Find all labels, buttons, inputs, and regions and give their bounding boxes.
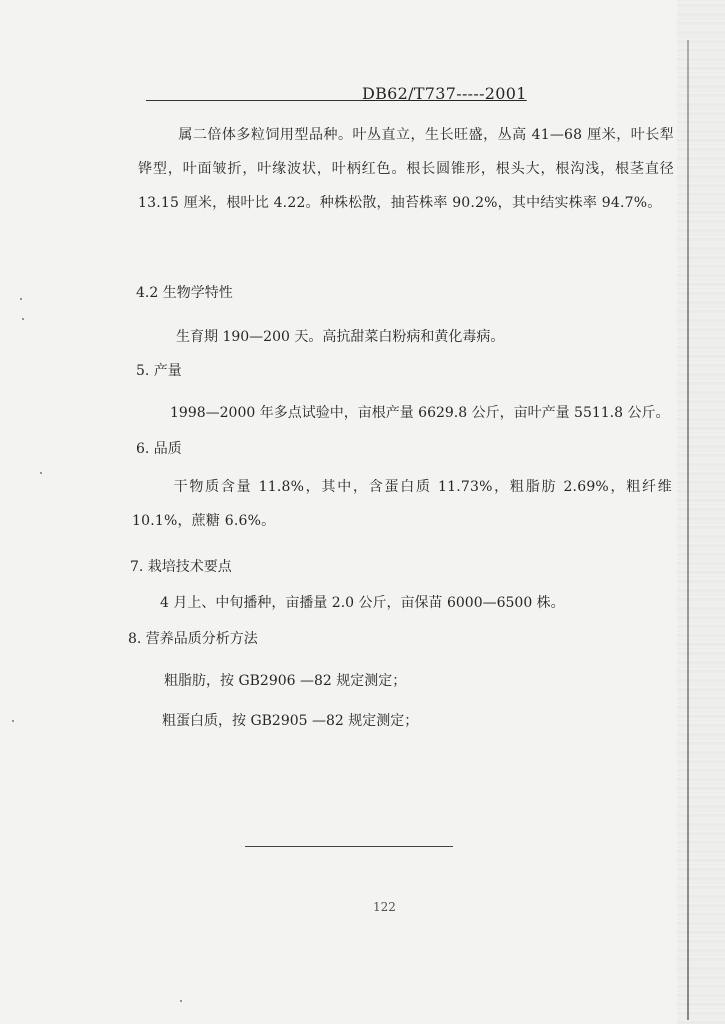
quality-text: 干物质含量 11.8%，其中，含蛋白质 11.73%，粗脂肪 2.69%，粗纤维 10.1%，蔗糖 6.6%。: [132, 479, 672, 529]
scan-speck: [20, 298, 22, 300]
heading-biological-traits: 4.2 生物学特性: [136, 285, 233, 301]
scan-speck: [12, 720, 14, 722]
footer-rule: [245, 846, 453, 847]
cultivation-text: 4 月上、中旬播种，亩播量 2.0 公斤，亩保苗 6000—6500 株。: [160, 595, 565, 611]
scan-speck: [180, 1000, 182, 1002]
scan-speck: [40, 472, 42, 474]
heading-yield: 5. 产量: [136, 363, 182, 379]
heading-analysis-methods: 8. 营养品质分析方法: [128, 631, 258, 647]
method-crude-protein: 粗蛋白质，按 GB2905 —82 规定测定；: [162, 713, 419, 729]
heading-cultivation: 7. 栽培技术要点: [130, 559, 232, 575]
heading-quality: 6. 品质: [136, 441, 182, 457]
quality-paragraph: [132, 470, 672, 538]
description-paragraph: [138, 118, 674, 220]
page-number: 122: [373, 900, 396, 914]
scan-edge-line: [687, 40, 689, 1020]
biological-traits-text: 生育期 190—200 天。高抗甜菜白粉病和黄化毒病。: [176, 329, 505, 345]
scan-speck: [22, 318, 24, 320]
description-text: 属二倍体多粒饲用型品种。叶丛直立，生长旺盛，丛高 41—68 厘米，叶长犁铧型，叶面皱折，叶缘波状，叶柄红色。根长圆锥形，根头大，根沟浅，根茎直径 13.15 厘米，根叶比 4.22。种株松散，抽苔株率 90.2%，其中结实株率 94.7%。: [138, 127, 674, 211]
scan-edge-artifact: [677, 0, 725, 1024]
standard-code: DB62/T737-----2001: [362, 84, 527, 103]
method-crude-fat: 粗脂肪，按 GB2906 —82 规定测定；: [164, 673, 407, 689]
yield-text: 1998—2000 年多点试验中，亩根产量 6629.8 公斤，亩叶产量 5511.8 公斤。: [170, 405, 670, 421]
